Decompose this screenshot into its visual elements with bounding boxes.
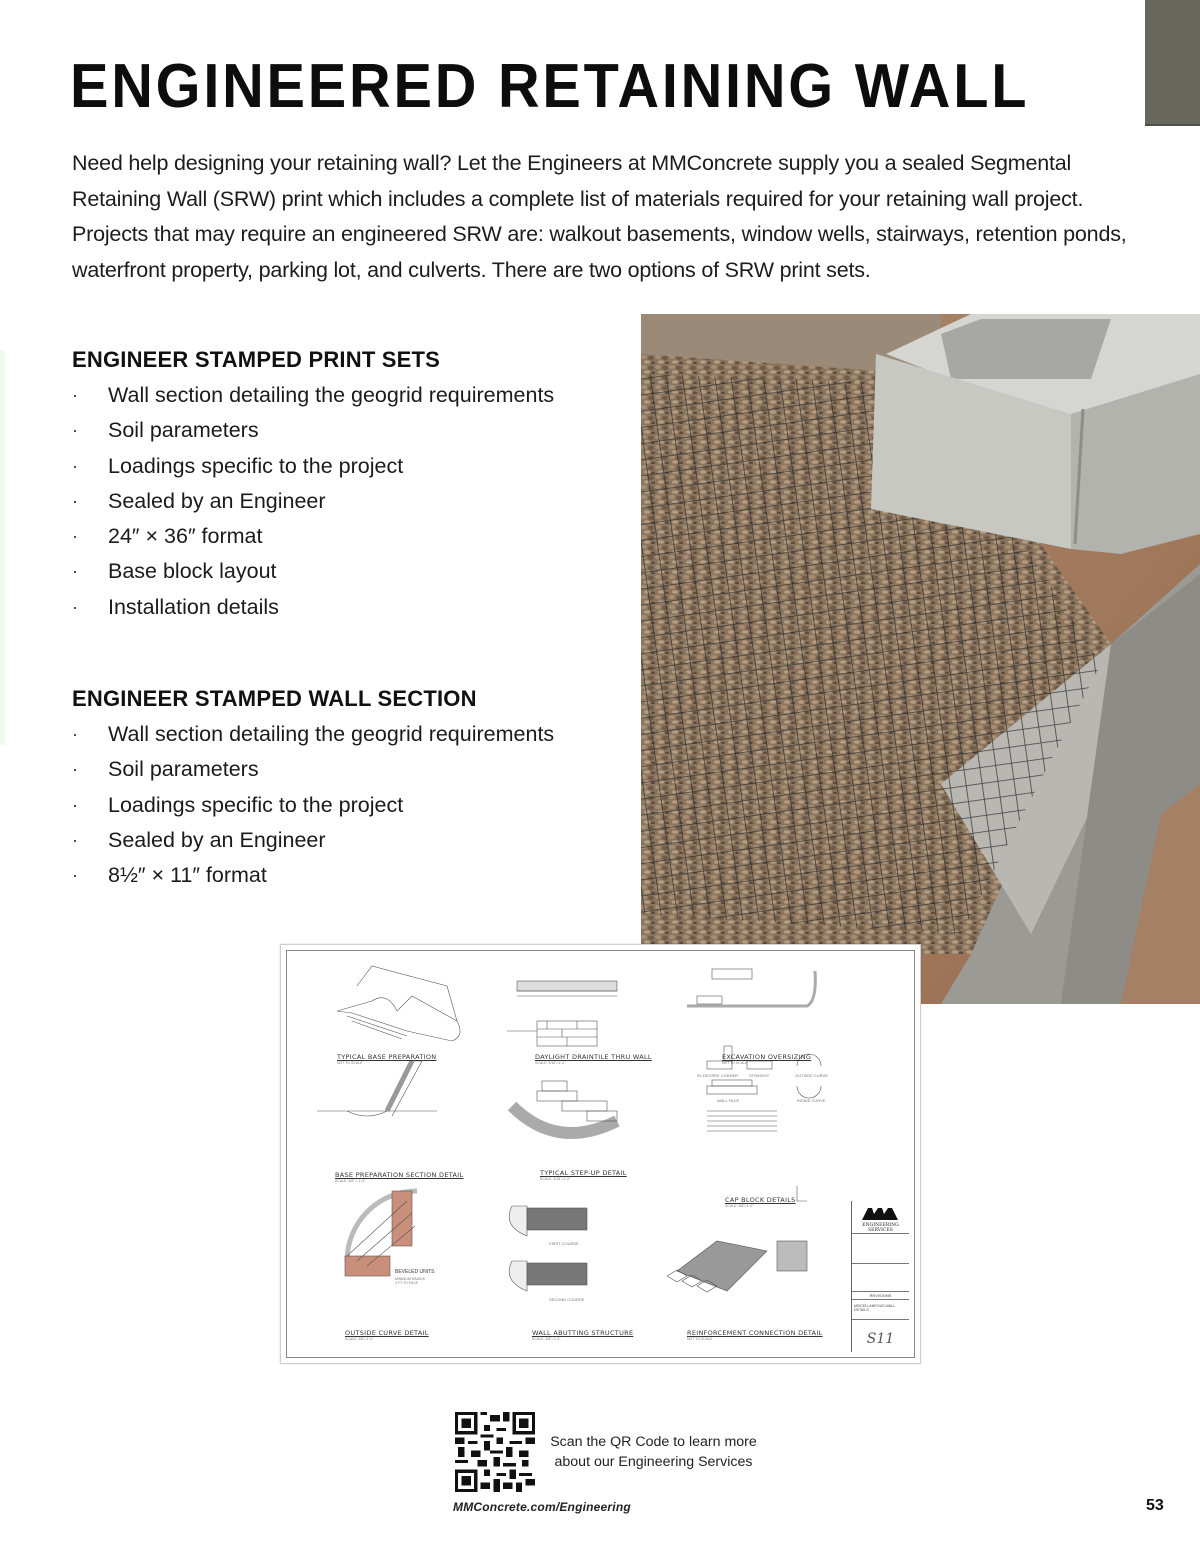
intro-paragraph: Need help designing your retaining wall? Let the Engineers at MMConcrete supply you a sealed Segmental Retaining Wall (SRW) print which includes a complete list of materials required for your retaining wall project. Projects that may require an engineered SRW are: walkout basements, window wells, stairways, retention ponds, waterfront property, parking lot, and culverts. There are two options of SRW print sets.: [72, 151, 1127, 282]
bullet-icon: ·: [72, 455, 78, 476]
detail-label: OUTSIDE CURVE DETAIL: [345, 1329, 429, 1337]
bullet-icon: ·: [72, 596, 78, 617]
detail-scale: SCALE: 3/8"=1'-0": [345, 1337, 374, 1341]
detail-label: BASE PREPARATION SECTION DETAIL: [335, 1171, 464, 1179]
detail-scale: SCALE: 3/8"=1'-0": [532, 1337, 561, 1341]
bullet-icon: ·: [72, 865, 78, 886]
list-item: · Base block layout: [72, 554, 554, 589]
detail-scale: NOT TO SCALE: [722, 1061, 748, 1065]
list-item: · Wall section detailing the geogrid requirements: [72, 378, 554, 413]
bullet-icon: ·: [72, 829, 78, 850]
drawing-border: [286, 950, 915, 1358]
left-edge-tint: [0, 350, 5, 745]
cap-label: OUTSIDE CURVE: [795, 1073, 828, 1078]
list-item: · 8½″ × 11″ format: [72, 858, 554, 893]
cap-label: 90-DEGREE CORNER: [697, 1073, 739, 1078]
list-item: · Sealed by an Engineer: [72, 484, 554, 519]
list-item: · Loadings specific to the project: [72, 788, 554, 823]
list-item: · Installation details: [72, 590, 554, 625]
wall-section-section: [72, 685, 554, 893]
detail-scale: SCALE: 3/8"=1'-0": [725, 1204, 754, 1208]
abut-label: FIRST COURSE: [549, 1241, 579, 1246]
detail-label: DAYLIGHT DRAINTILE THRU WALL: [535, 1053, 652, 1061]
bullet-icon: ·: [72, 490, 78, 511]
detail-scale: NOT TO SCALE: [687, 1337, 713, 1341]
section-tab: [1145, 0, 1200, 126]
list-item: · Sealed by an Engineer: [72, 823, 554, 858]
detail-scale: NOT TO SCALE: [337, 1061, 363, 1065]
detail-scale: SCALE: 3/16"=1'-0": [540, 1177, 571, 1181]
bullet-icon: ·: [72, 420, 78, 441]
mm-logo-icon: [860, 1207, 900, 1221]
bullet-icon: ·: [72, 561, 78, 582]
bullet-icon: ·: [72, 759, 78, 780]
wall-section-heading: ENGINEER STAMPED WALL SECTION: [72, 686, 477, 711]
bullet-icon: ·: [72, 526, 78, 547]
bullet-icon: ·: [72, 385, 78, 405]
detail-scale: SCALE: 3/16"=1'-0": [535, 1061, 566, 1065]
list-item: · Soil parameters: [72, 413, 554, 448]
detail-label: CAP BLOCK DETAILS: [725, 1196, 796, 1204]
detail-label: REINFORCEMENT CONNECTION DETAIL: [687, 1329, 823, 1337]
list-item: · 24″ × 36″ format: [72, 519, 554, 554]
print-sets-section: [72, 346, 554, 625]
bullet-icon: ·: [72, 724, 78, 744]
cap-label: INSIDE CURVE: [797, 1098, 826, 1103]
detail-scale: SCALE: 3/8" = 1'-0": [335, 1179, 366, 1183]
cap-label: WALL FACE: [717, 1098, 740, 1103]
list-item: · Loadings specific to the project: [72, 449, 554, 484]
print-sets-list: [72, 378, 554, 625]
detail-label: TYPICAL BASE PREPARATION: [337, 1053, 437, 1061]
print-sets-heading: ENGINEER STAMPED PRINT SETS: [72, 347, 441, 372]
title-block-company: ENGINEERING SERVICES: [862, 1223, 899, 1233]
qr-caption: Scan the QR Code to learn more about our Engineering Services: [550, 1434, 757, 1470]
beveled-units-label: BEVELED UNITS: [395, 1269, 435, 1275]
detail-label: TYPICAL STEP-UP DETAIL: [540, 1169, 627, 1177]
abut-label: SECOND COURSE: [549, 1297, 585, 1302]
list-item: · Soil parameters: [72, 752, 554, 787]
beveled-note: MINIMUM RADIUS 4 FT TO FACE: [395, 1277, 425, 1285]
detail-label: EXCAVATION OVERSIZING: [722, 1053, 812, 1061]
detail-label: WALL ABUTTING STRUCTURE: [532, 1329, 634, 1337]
engineering-link[interactable]: MMConcrete.com/Engineering: [453, 1500, 631, 1514]
retaining-wall-photo: [641, 314, 1200, 1004]
engineering-drawing-sheet: [280, 944, 921, 1364]
page-title: ENGINEERED RETAINING WALL: [70, 52, 1030, 121]
wall-section-list: [72, 717, 554, 893]
title-block-revisions: REVISIONS: [869, 1293, 892, 1298]
bullet-icon: ·: [72, 794, 78, 815]
cap-label: STRAIGHT: [749, 1073, 770, 1078]
list-item: · Wall section detailing the geogrid requirements: [72, 717, 554, 752]
title-block-sheet-title: MISCELLANEOUS WALL DETAILS: [854, 1304, 896, 1312]
sheet-number: S11: [866, 1331, 895, 1347]
title-block: [851, 1201, 909, 1352]
page-number: 53: [1146, 1497, 1164, 1514]
qr-code-icon[interactable]: [455, 1412, 535, 1492]
